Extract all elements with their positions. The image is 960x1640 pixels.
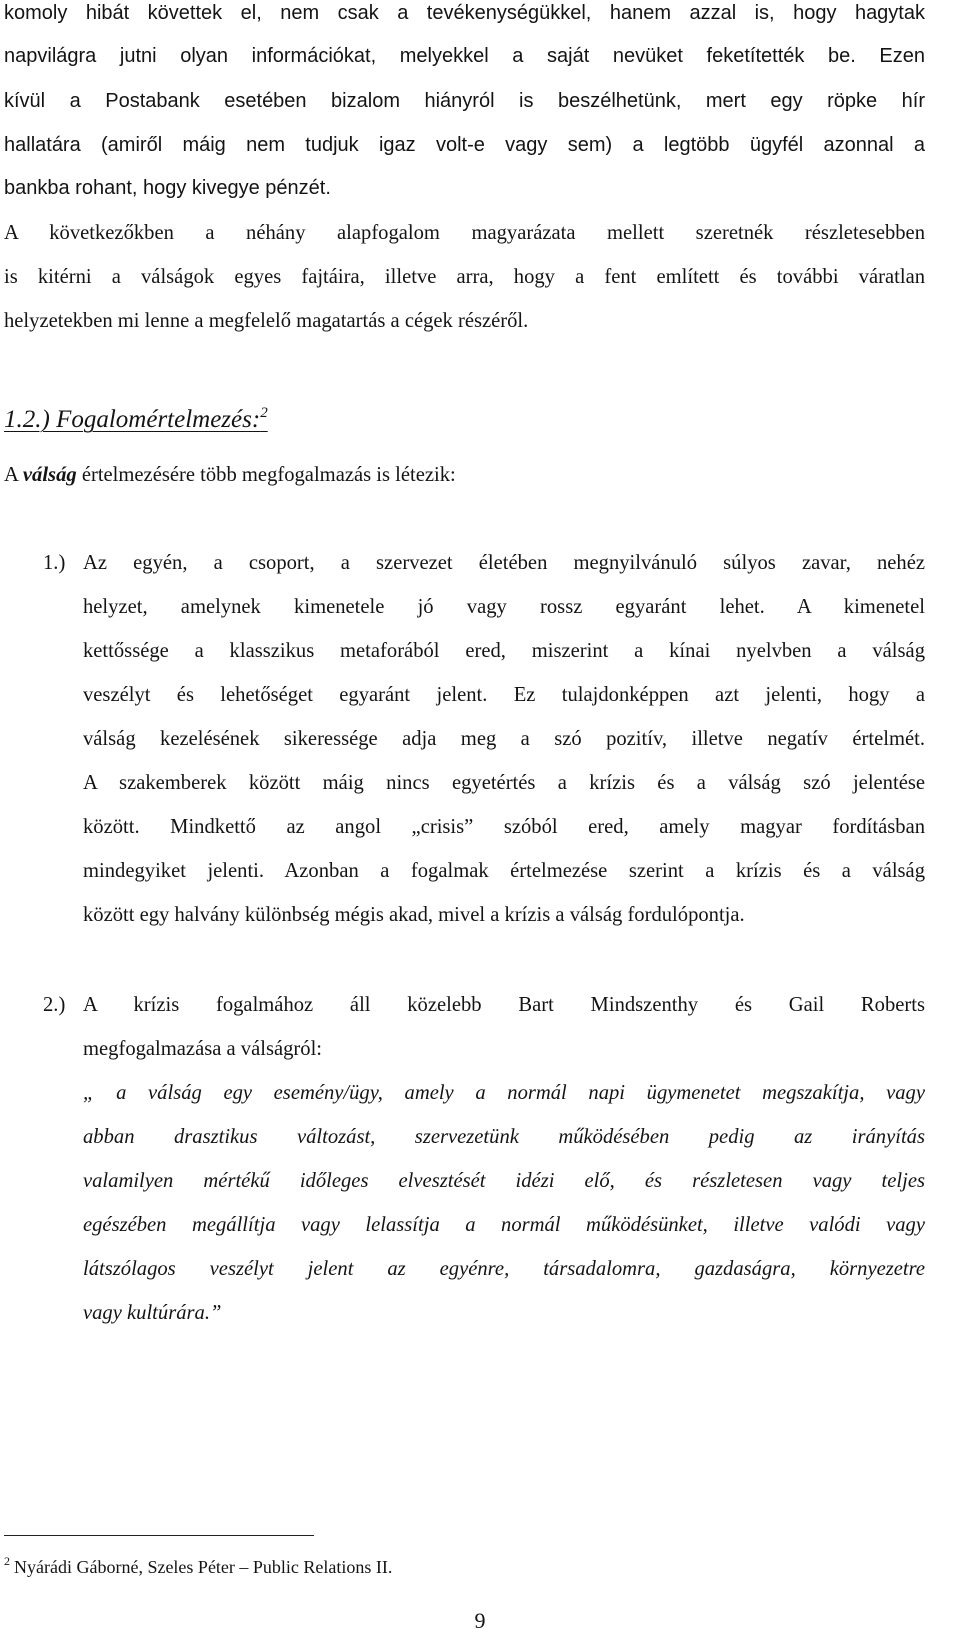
quote-line: egészében megállítja vagy lelassítja a normál működésünket, illetve valódi vagy <box>83 1214 925 1236</box>
definition-intro-before: A <box>4 464 23 486</box>
paragraph-line: is kitérni a válságok egyes fajtáira, illetve arra, hogy a fent említett és további váratlan <box>4 266 925 288</box>
footnote-text: Nyárádi Gáborné, Szeles Péter – Public Relations II. <box>14 1557 393 1577</box>
quote-line: valamilyen mértékű időleges elvesztését idézi elő, és részletesen vagy teljes <box>83 1170 925 1192</box>
paragraph-line: A következőkben a néhány alapfogalom magyarázata mellett szeretnék részletesebben <box>4 222 925 244</box>
list-item-line: válság kezelésének sikeressége adja meg a szó pozitív, illetve negatív értelmét. <box>83 728 925 750</box>
intro-line: kívül a Postabank esetében bizalom hiányról is beszélhetünk, mert egy röpke hír <box>4 90 925 112</box>
list-item-line: között. Mindkettő az angol „crisis” szóból ered, amely magyar fordításban <box>83 816 925 838</box>
intro-line: komoly hibát követtek el, nem csak a tevékenységükkel, hanem azzal is, hogy hagytak <box>4 2 925 24</box>
section-heading <box>4 398 268 435</box>
list-number: 1.) <box>43 552 66 574</box>
list-item-line: Az egyén, a csoport, a szervezet életében megnyilvánuló súlyos zavar, nehéz <box>83 552 925 574</box>
definition-intro-after: értelmezésére több megfogalmazás is létezik: <box>76 464 456 486</box>
quote-line: abban drasztikus változást, szervezetünk működésében pedig az irányítás <box>83 1126 925 1148</box>
intro-line: napvilágra jutni olyan információkat, melyekkel a saját nevüket feketítették be. Ezen <box>4 45 925 67</box>
quote-line: „ a válság egy esemény/ügy, amely a normál napi ügymenetet megszakítja, vagy <box>83 1082 925 1104</box>
footnote-separator <box>4 1535 314 1536</box>
section-heading-text: 1.2.) Fogalomértelmezés: <box>4 406 261 433</box>
paragraph-line: helyzetekben mi lenne a megfelelő magatartás a cégek részéről. <box>4 310 529 332</box>
intro-line: hallatára (amiről máig nem tudjuk igaz volt-e vagy sem) a legtöbb ügyfél azonnal a <box>4 134 925 156</box>
definition-intro <box>4 462 925 488</box>
page-number: 9 <box>474 1608 486 1633</box>
list-item-line: megfogalmazása a válságról: <box>83 1038 323 1060</box>
list-item-line: kettőssége a klasszikus metaforából ered, miszerint a kínai nyelvben a válság <box>83 640 925 662</box>
list-item-line: mindegyiket jelenti. Azonban a fogalmak értelmezése szerint a krízis és a válság <box>83 860 925 882</box>
footnote-reference: 2 <box>260 405 268 421</box>
list-item-line: veszélyt és lehetőséget egyaránt jelent. Ez tulajdonképpen azt jelenti, hogy a <box>83 684 925 706</box>
list-item-line: A szakemberek között máig nincs egyetértés a krízis és a válság szó jelentése <box>83 772 925 794</box>
list-item-line: között egy halvány különbség mégis akad, mivel a krízis a válság fordulópontja. <box>83 904 745 926</box>
list-item-line: helyzet, amelynek kimenetele jó vagy rossz egyaránt lehet. A kimenetel <box>83 596 925 618</box>
footnote <box>4 1550 392 1578</box>
list-number: 2.) <box>43 994 66 1016</box>
list-item-line: A krízis fogalmához áll közelebb Bart Mindszenthy és Gail Roberts <box>83 994 925 1016</box>
defined-term: válság <box>22 464 77 486</box>
quote-line: látszólagos veszélyt jelent az egyénre, társadalomra, gazdaságra, környezetre <box>83 1258 925 1280</box>
quote-line: vagy kultúrára.” <box>83 1302 222 1324</box>
intro-line: bankba rohant, hogy kivegye pénzét. <box>4 177 331 199</box>
footnote-marker: 2 <box>4 1554 10 1568</box>
